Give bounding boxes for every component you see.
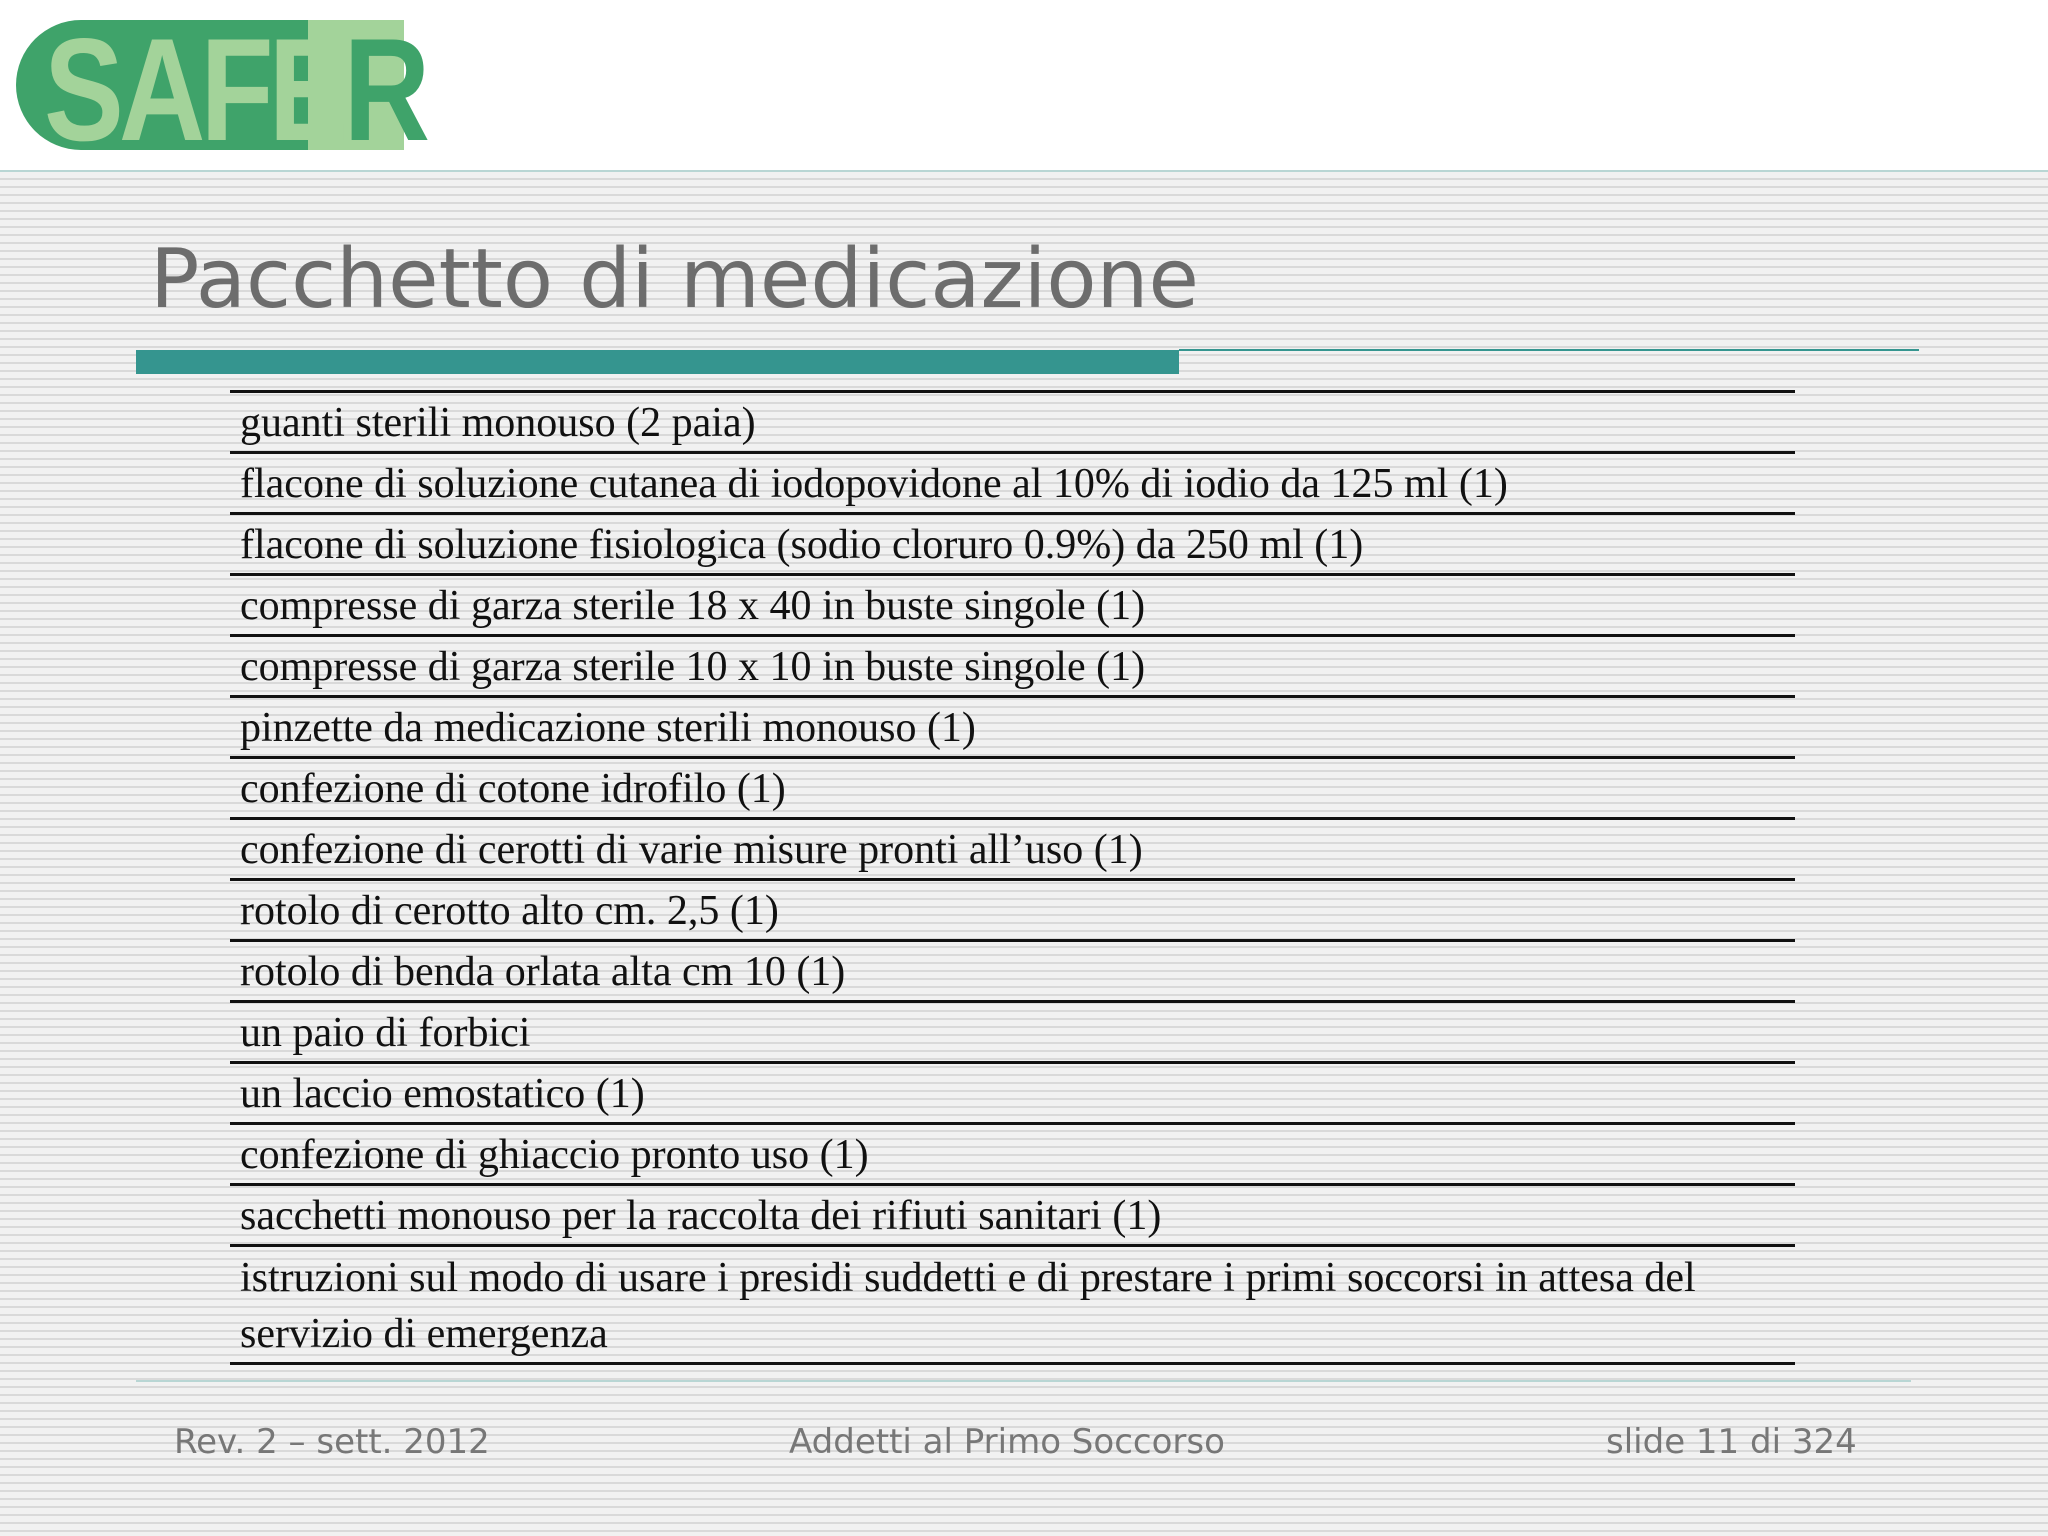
list-item: flacone di soluzione cutanea di iodopovidone al 10% di iodio da 125 ml (1) — [230, 454, 1795, 515]
list-item: istruzioni sul modo di usare i presidi suddetti e di prestare i primi soccorsi in attesa del servizio di emergenza — [230, 1247, 1795, 1365]
list-item: confezione di ghiaccio pronto uso (1) — [230, 1125, 1795, 1186]
list-item: confezione di cotone idrofilo (1) — [230, 759, 1795, 820]
supply-list — [230, 390, 1795, 1365]
logo-text-main: SAFE — [44, 8, 344, 171]
slide-body — [0, 172, 2048, 1536]
list-item: compresse di garza sterile 18 x 40 in buste singole (1) — [230, 576, 1795, 637]
logo-wordmark — [44, 6, 425, 174]
slide-header — [0, 0, 2048, 172]
list-item: sacchetti monouso per la raccolta dei rifiuti sanitari (1) — [230, 1186, 1795, 1247]
list-item: rotolo di cerotto alto cm. 2,5 (1) — [230, 881, 1795, 942]
footer-course-title: Addetti al Primo Soccorso — [789, 1422, 1225, 1462]
list-item: compresse di garza sterile 10 x 10 in buste singole (1) — [230, 637, 1795, 698]
safer-logo — [16, 8, 426, 171]
footer-divider — [136, 1380, 1911, 1382]
list-item: confezione di cerotti di varie misure pronti all’uso (1) — [230, 820, 1795, 881]
title-underline-line — [1179, 349, 1919, 351]
list-item: pinzette da medicazione sterili monouso (1) — [230, 698, 1795, 759]
list-item: flacone di soluzione fisiologica (sodio cloruro 0.9%) da 250 ml (1) — [230, 515, 1795, 576]
footer-revision: Rev. 2 – sett. 2012 — [174, 1422, 490, 1462]
list-item: guanti sterili monouso (2 paia) — [230, 393, 1795, 454]
title-underline-bar — [136, 350, 1179, 374]
footer-slide-number: slide 11 di 324 — [1606, 1422, 1857, 1462]
list-item: un paio di forbici — [230, 1003, 1795, 1064]
logo-text-end: R — [343, 8, 426, 171]
list-item: rotolo di benda orlata alta cm 10 (1) — [230, 942, 1795, 1003]
list-item: un laccio emostatico (1) — [230, 1064, 1795, 1125]
slide-title: Pacchetto di medicazione — [150, 232, 1199, 327]
